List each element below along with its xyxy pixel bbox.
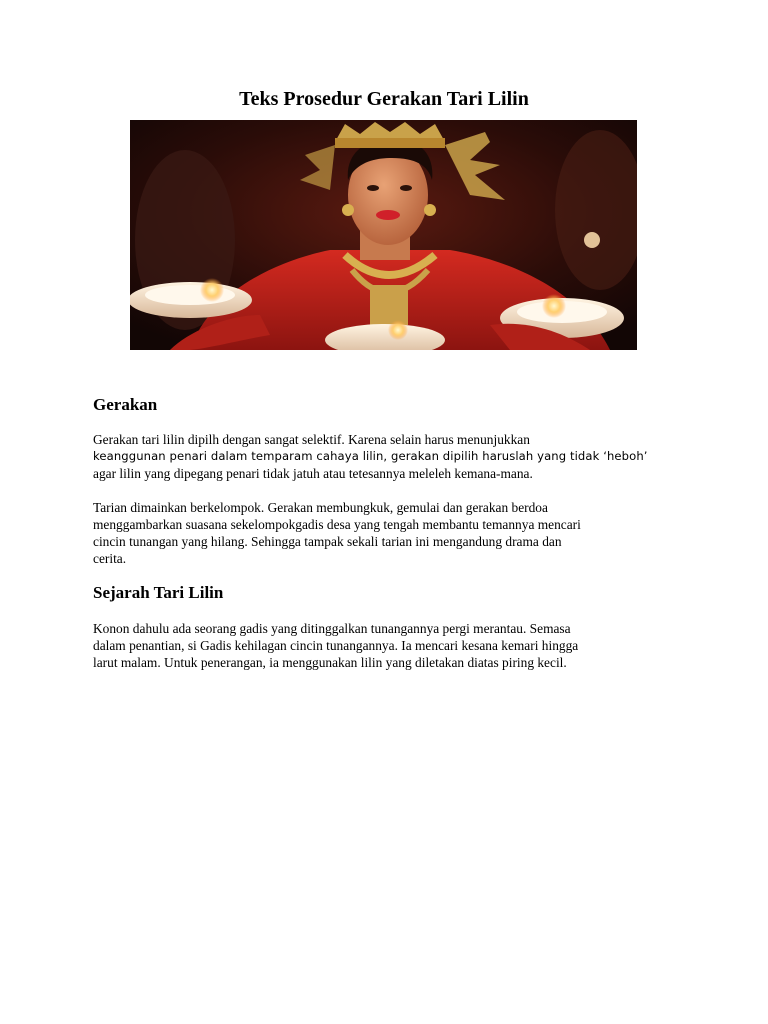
paragraph-line: cincin tunangan yang hilang. Sehingga tampak sekali tarian ini mengandung drama dan [93, 534, 562, 549]
paragraph-line: Gerakan tari lilin dipilh dengan sangat selektif. Karena selain harus menunjukkan [93, 432, 530, 447]
section-heading-sejarah: Sejarah Tari Lilin [93, 583, 224, 602]
paragraph-line: menggambarkan suasana sekelompokgadis desa yang tengah membantu temannya mencari [93, 517, 581, 532]
paragraph-sejarah-1 [93, 620, 683, 671]
section-heading-gerakan: Gerakan [93, 395, 158, 414]
paragraph-line: Tarian dimainkan berkelompok. Gerakan membungkuk, gemulai dan gerakan berdoa [93, 500, 548, 515]
paragraph-gerakan-2 [93, 499, 683, 567]
paragraph-line: Konon dahulu ada seorang gadis yang ditinggalkan tunangannya pergi merantau. Semasa [93, 621, 571, 636]
paragraph-line: cerita. [93, 551, 127, 566]
paragraph-gerakan-1 [93, 431, 683, 482]
paragraph-line: keanggunan penari dalam temparam cahaya lilin, gerakan dipilih haruslah yang tidak ‘heboh’ [93, 449, 648, 463]
paragraph-line: agar lilin yang dipegang penari tidak jatuh atau tetesannya meleleh kemana-mana. [93, 466, 533, 481]
document-title: Teks Prosedur Gerakan Tari Lilin [239, 88, 529, 110]
tari-lilin-photo [130, 120, 637, 350]
paragraph-line: dalam penantian, si Gadis kehilagan cincin tunangannya. Ia mencari kesana kemari hingga [93, 638, 579, 653]
paragraph-line: larut malam. Untuk penerangan, ia menggunakan lilin yang diletakan diatas piring kecil. [93, 655, 567, 670]
